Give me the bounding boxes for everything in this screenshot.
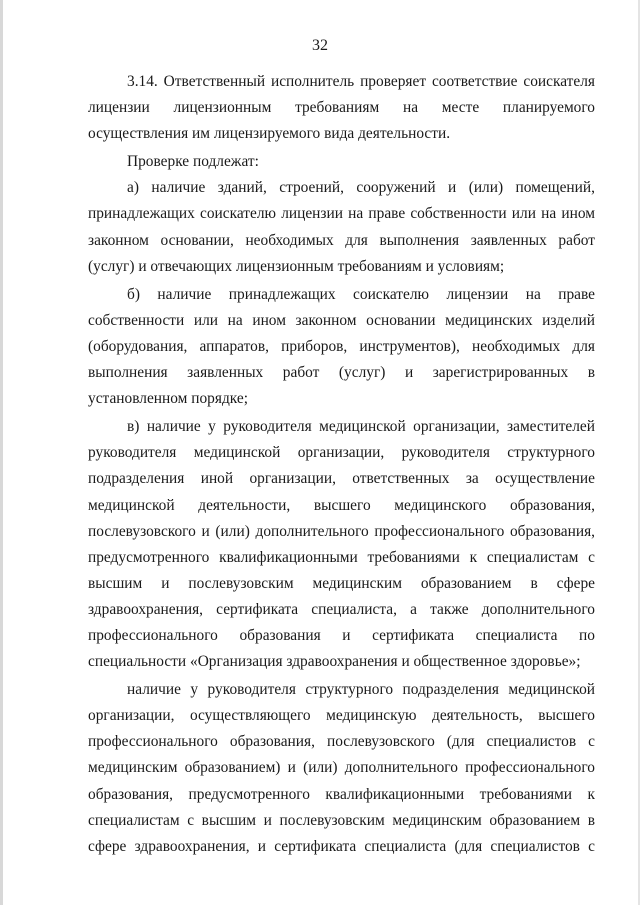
paragraph-item-b: б) наличие принадлежащих соискателю лицензии на праве собственности или на ином законном основании медицинских изделий (оборудования, аппаратов, приборов, инструментов), необходимых для выполнения заявленных работ (услуг) и зарегистрированных в установленном порядке; (88, 285, 595, 408)
page-number: 32 (312, 37, 328, 54)
paragraph-3-14: 3.14. Ответственный исполнитель проверяет соответствие соискателя лицензии лицензионным требованиям на месте планируемого осуществления им лицензируемого вида деятельности. (88, 73, 595, 143)
paragraph-structural-head: наличие у руководителя структурного подразделения медицинской организации, осуществляющего медицинскую деятельность, высшего профессионального образования, послевузовского (для специалистов с медицинским образованием) и (или) дополнительного профессионального образования, предусмотренного квалификационными требованиями к специалистам с высшим и послевузовским медицинским образованием в сфере здравоохранения, и сертификата специалиста (для специалистов с (88, 681, 595, 855)
paragraph-item-v: в) наличие у руководителя медицинской организации, заместителей руководителя медицинской организации, руководителя структурного подразделения иной организации, ответственных за осуществление медицинской деятельности, высшего медицинского образования, послевузовского и (или) дополнительного профессионального образования, предусмотренного квалификационными требованиями к специалистам с высшим и послевузовским медицинским образованием в сфере здравоохранения, сертификата специалиста, а также дополнительного профессионального образования и сертификата специалиста по специальности «Организация здравоохранения и общественное здоровье»; (88, 418, 595, 671)
paragraph-checks-intro: Проверке подлежат: (127, 153, 259, 171)
document-body (88, 69, 595, 860)
scan-edge-left (0, 0, 3, 905)
paragraph-item-a: а) наличие зданий, строений, сооружений и (или) помещений, принадлежащих соискателю лицензии на праве собственности или на ином законном основании, необходимых для выполнения заявленных работ (услуг) и отвечающих лицензионным требованиям и условиям; (88, 179, 595, 275)
